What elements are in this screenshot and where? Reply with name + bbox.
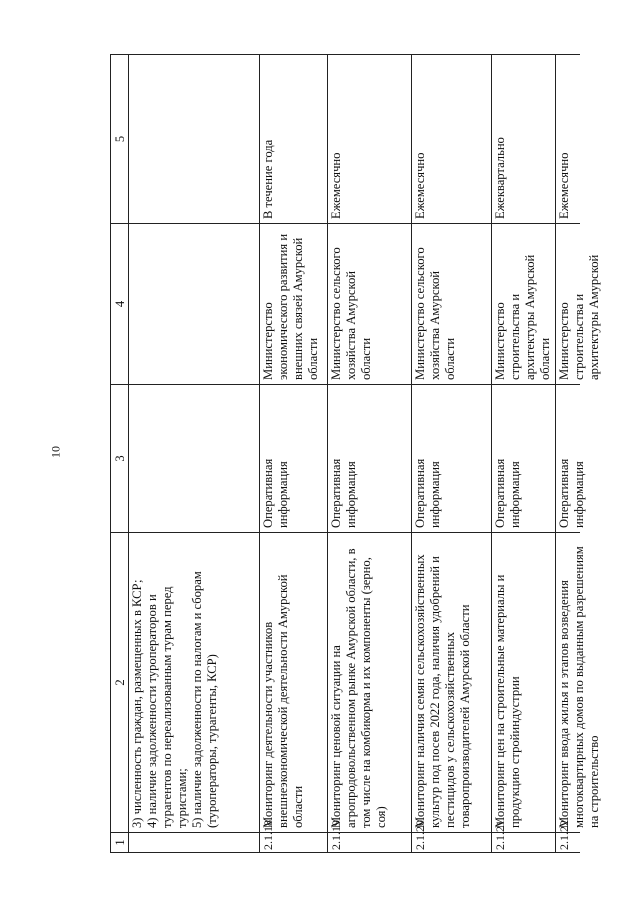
row-2-1-20-period: Ежемесячно [412,54,492,223]
header-col-5: 5 [110,54,129,223]
row-2-1-20-form: Оперативная информация [412,384,492,532]
row-2-1-21-num: 2.1.21 [492,832,556,853]
row-2-1-19-responsible: Министерство сельского хозяйства Амурской области [328,223,412,384]
continuation-responsible-cell [129,223,260,384]
row-2-1-19-activity: Мониторинг ценовой ситуации на агропродовольственном рынке Амурской области, в том числе на комбикорма и их компоненты (зерно, соя) [328,532,412,832]
row-2-1-19-period: Ежемесячно [328,54,412,223]
header-col-1: 1 [110,832,129,853]
monitoring-table [110,54,601,853]
row-2-1-20-num: 2.1.20 [412,832,492,853]
row-2-1-18-num: 2.1.18 [260,832,328,853]
row-2-1-18-period: В течение года [260,54,328,223]
row-2-1-20-activity: Мониторинг наличия семян сельскохозяйственных культур под посев 2022 года, наличия удобрений и пестицидов у сельскохозяйственных товаропроизводителей Амурской области [412,532,492,832]
page-number: 10 [48,446,63,458]
row-2-1-19-num: 2.1.19 [328,832,412,853]
row-2-1-20-responsible: Министерство сельского хозяйства Амурской области [412,223,492,384]
row-2-1-18-responsible: Министерство экономического развития и внешних связей Амурской области [260,223,328,384]
table-frame [110,54,601,853]
row-2-1-22-num: 2.1.22 [556,832,580,853]
header-col-2: 2 [110,532,129,832]
header-col-3: 3 [110,384,129,532]
row-2-1-21-responsible: Министерство строительства и архитектуры Амурской области [492,223,556,384]
row-2-1-18-activity: Мониторинг деятельности участников внешнеэкономической деятельности Амурской области [260,532,328,832]
row-2-1-22-responsible: Министерство строительства и архитектуры Амурской [556,223,580,384]
row-2-1-22-form: Оперативная информация [556,384,580,532]
continuation-text: 3) численность граждан, размещенных в КСР; 4) наличие задолженности туроператоров и турагентов по нереализованным турам перед туристами; 5) наличие задолженности по налогам и сборам (туроператоры, турагенты, КСР) [129,532,260,832]
row-2-1-22-period: Ежемесячно [556,54,580,223]
continuation-form-cell [129,384,260,532]
row-2-1-21-period: Ежеквартально [492,54,556,223]
row-2-1-19-form: Оперативная информация [328,384,412,532]
continuation-num-cell [129,832,260,853]
row-2-1-21-activity: Мониторинг цен на строительные материалы и продукцию стройиндустрии [492,532,556,832]
row-2-1-21-form: Оперативная информация [492,384,556,532]
continuation-period-cell [129,54,260,223]
row-2-1-18-form: Оперативная информация [260,384,328,532]
header-col-4: 4 [110,223,129,384]
row-2-1-22-activity: Мониторинг ввода жилья и этапов возведения многоквартирных домов по выданным разрешениям на строительство [556,532,580,832]
